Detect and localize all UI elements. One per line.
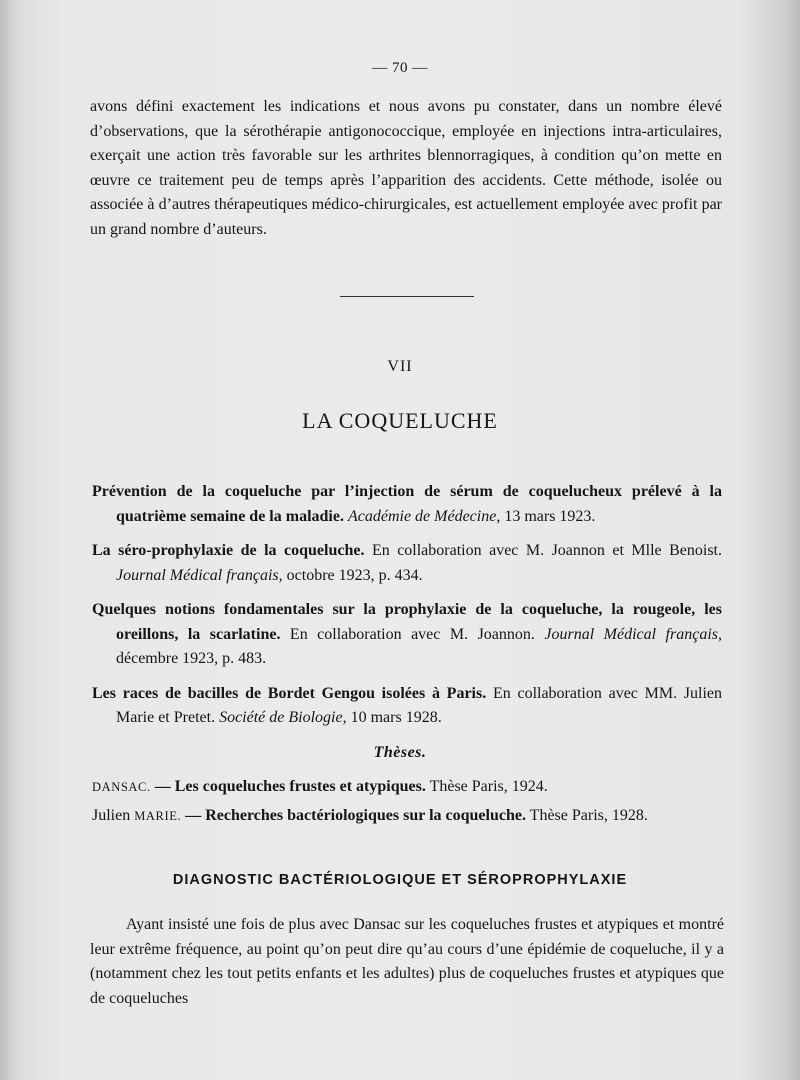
- reference-date: décembre 1923, p. 483.: [116, 650, 267, 667]
- thesis-title: — Les coqueluches frustes et atypiques.: [154, 778, 426, 795]
- reference-collaboration: En collaboration avec MM. Julien Marie et Pretet.: [116, 684, 723, 726]
- reference-journal: Journal Médical français,: [544, 625, 722, 643]
- section-number: VII: [387, 358, 413, 375]
- reference-collaboration: En collaboration avec M. Joannon.: [289, 625, 535, 643]
- theses-list: [92, 775, 732, 832]
- reference-entry: [92, 539, 722, 588]
- thesis-title: — Recherches bactériologiques sur la coqueluche.: [185, 806, 526, 824]
- reference-list: [92, 480, 722, 741]
- reference-collaboration: En collaboration avec M. Joannon et Mlle Benoist.: [371, 542, 723, 559]
- thesis-entry: [92, 775, 732, 800]
- reference-title: Prévention de la coqueluche par l’injection de sérum de coquelucheux prélevé à la quatrième semaine de la maladie.: [92, 483, 722, 525]
- thesis-author: DANSAC.: [92, 780, 151, 794]
- page-number: — 70 —: [372, 60, 428, 76]
- reference-entry: [92, 598, 722, 672]
- reference-title: Quelques notions fondamentales sur la prophylaxie de la coqueluche, la rougeole, les oreillons, la scarlatine.: [92, 601, 722, 643]
- thesis-detail: Thèse Paris, 1924.: [429, 778, 548, 795]
- reference-entry: [92, 480, 722, 529]
- reference-journal: Société de Biologie,: [219, 709, 347, 726]
- section-heading: DIAGNOSTIC BACTÉRIOLOGIQUE ET SÉROPROPHYLAXIE: [172, 872, 628, 888]
- reference-date: octobre 1923, p. 434.: [286, 566, 423, 584]
- body-paragraph: Ayant insisté une fois de plus avec Dansac sur les coqueluches frustes et atypiques et montré leur extrême fréquence, au point qu’on peut dire qu’au cours d’une épidémie de coqueluche, il y a (notamment chez les tout petits enfants et les adultes) plus de coqueluches frustes et atypiques que de coqueluches: [90, 916, 724, 1007]
- reference-title: La séro-prophylaxie de la coqueluche.: [92, 542, 365, 559]
- intro-paragraph: avons défini exactement les indications et nous avons pu constater, dans un nombre élevé d’observations, que la sérothérapie antigonococcique, employée en injections intra-articulaires, exerçait une action très favorable sur les arthrites blennorragiques, à condition qu’on mette en œuvre ce traitement peu de temps après l’apparition des accidents. Cette méthode, isolée ou associée à d’autres thérapeutiques médico-chirurgicales, est actuellement employée avec profit par un grand nombre d’auteurs.: [90, 98, 722, 238]
- thesis-entry: [92, 804, 732, 829]
- section-divider: [340, 296, 474, 297]
- theses-heading: Thèses.: [373, 744, 427, 761]
- reference-date: 10 mars 1928.: [350, 709, 442, 726]
- reference-journal: Journal Médical français,: [116, 566, 283, 584]
- reference-entry: [92, 682, 722, 731]
- chapter-title: LA COQUELUCHE: [302, 408, 498, 433]
- reference-date: 13 mars 1923.: [504, 507, 596, 525]
- thesis-author-first: Julien: [92, 806, 131, 824]
- thesis-detail: Thèse Paris, 1928.: [529, 806, 648, 824]
- reference-title: Les races de bacilles de Bordet Gengou isolées à Paris.: [92, 684, 487, 702]
- thesis-author: MARIE.: [134, 808, 182, 823]
- reference-journal: Académie de Médecine,: [347, 507, 501, 525]
